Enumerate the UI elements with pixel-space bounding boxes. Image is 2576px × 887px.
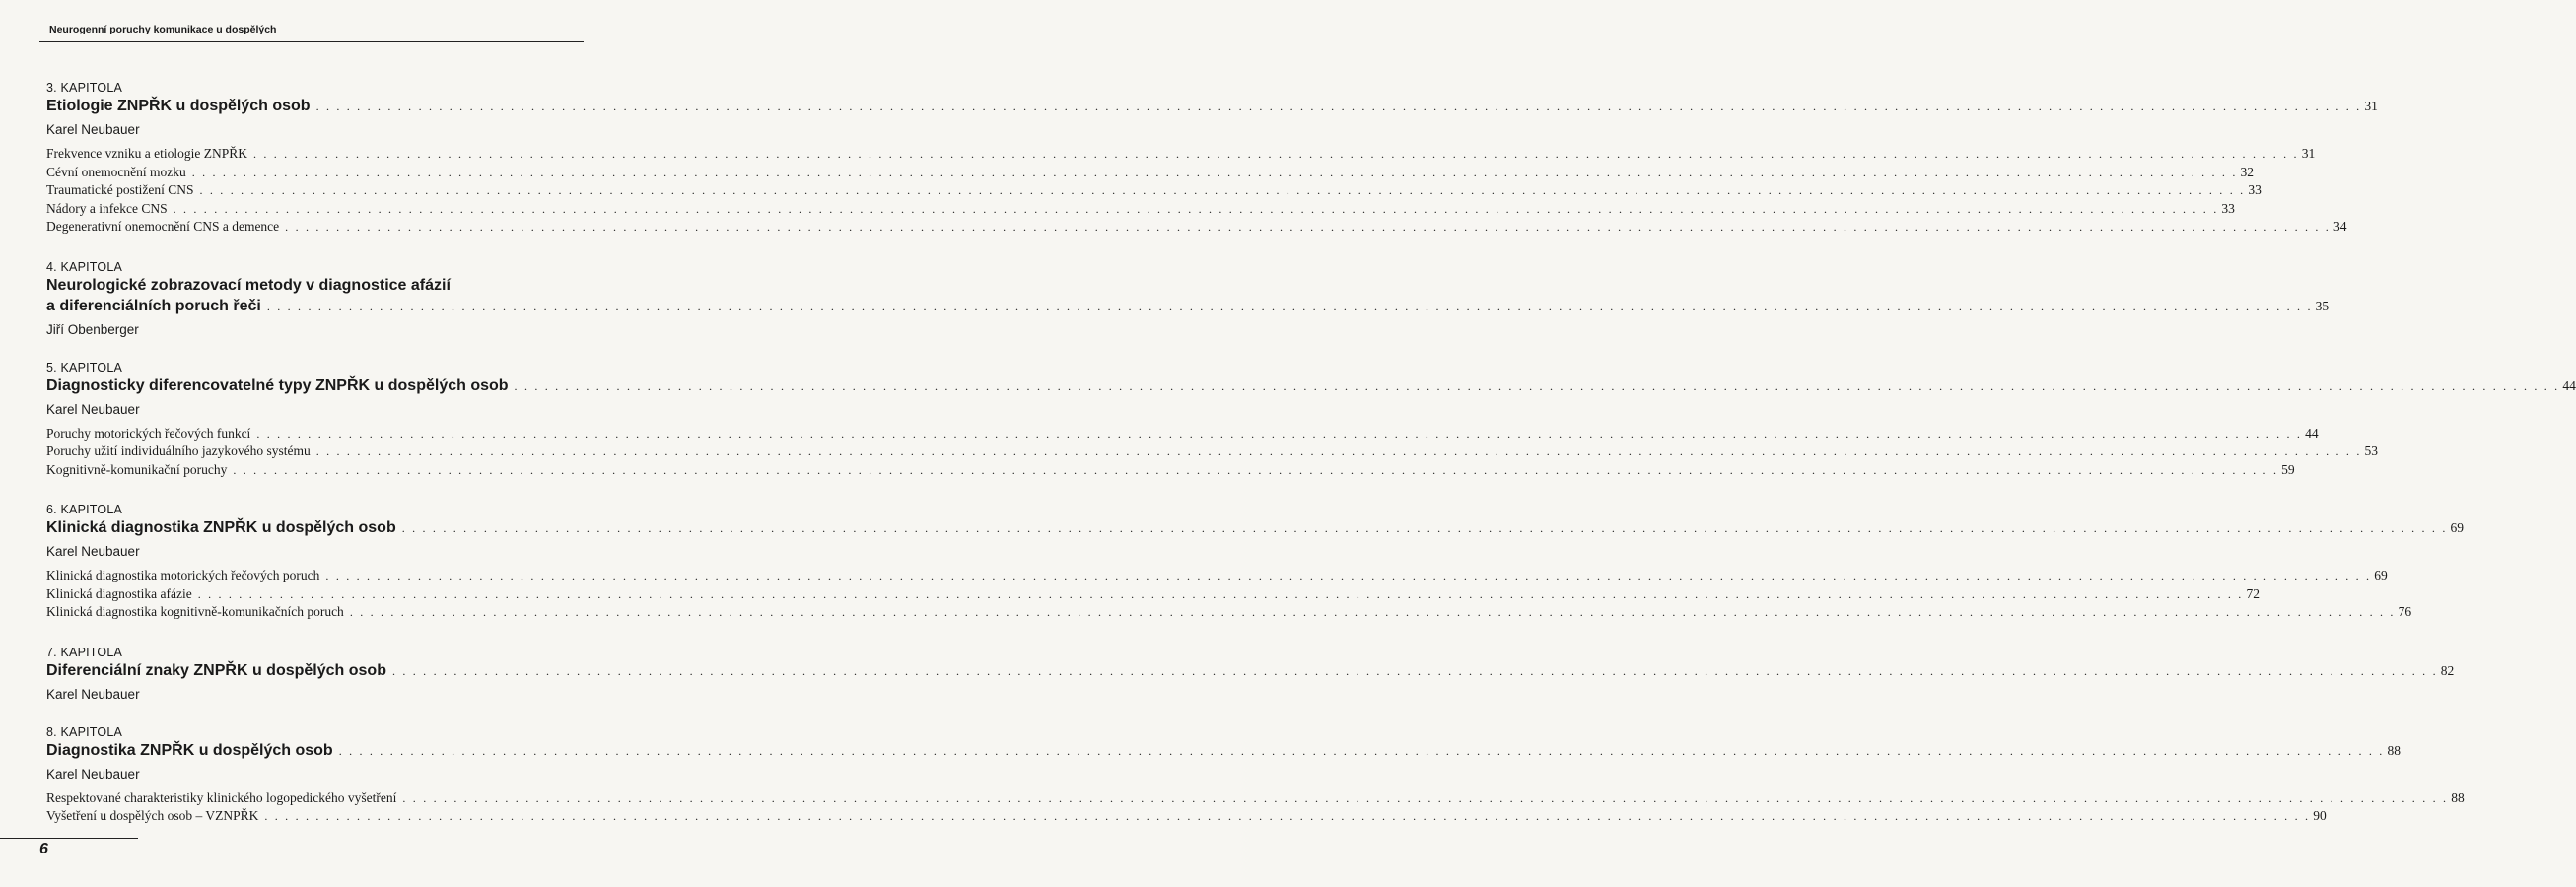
chapter-label: 8. KAPITOLA: [46, 724, 123, 739]
dot-leader: . . . . . . . . . . . . . . . . . . . . . . . . . . . . . . . . . . . . . . . . . . . . . . . . . . . . . . . . . . . . . . . . . . . . . . . . . . . . . . . . . . . . . . . . . . . . . . . . . . . . . . . . . . . . . . . . . . . . . . . . . . . . . . . . . . . . . . . . . . . . . . . . . . . . . . . . . . . . . . . . . . . . . . . . . . . . . . . . . . . . . . . . . . . . . . . . . . . . . . . .: [199, 183, 2246, 197]
dot-leader: . . . . . . . . . . . . . . . . . . . . . . . . . . . . . . . . . . . . . . . . . . . . . . . . . . . . . . . . . . . . . . . . . . . . . . . . . . . . . . . . . . . . . . . . . . . . . . . . . . . . . . . . . . . . . . . . . . . . . . . . . . . . . . . . . . . . . . . . . . . . . . . . . . . . . . . . . . . . . . . . . . . . . . . . . . . . . . . . . . . . . . . . . . . . . . . . . . . . . . . .: [256, 426, 2303, 441]
dot-leader: . . . . . . . . . . . . . . . . . . . . . . . . . . . . . . . . . . . . . . . . . . . . . . . . . . . . . . . . . . . . . . . . . . . . . . . . . . . . . . . . . . . . . . . . . . . . . . . . . . . . . . . . . . . . . . . . . . . . . . . . . . . . . . . . . . . . . . . . . . . . . . . . . . . . . . . . . . . . . . . . . . . . . . . . . . . . . . . . . . . . . . . . . . . . . . . . . . . . . . . .: [191, 165, 2238, 179]
chapter-title-line: Diferenciální znaky ZNPŘK u dospělých osob: [46, 661, 386, 679]
chapter-section: [46, 81, 2378, 237]
toc-entry-page: 31: [2301, 146, 2316, 161]
chapter-page-number: 88: [2387, 742, 2402, 758]
dot-leader: . . . . . . . . . . . . . . . . . . . . . . . . . . . . . . . . . . . . . . . . . . . . . . . . . . . . . . . . . . . . . . . . . . . . . . . . . . . . . . . . . . . . . . . . . . . . . . . . . . . . . . . . . . . . . . . . . . . . . . . . . . . . . . . . . . . . . . . . . . . . . . . . . . . . . . . . . . . . . . . . . . . . . . . . . . . . . . . . . . . . . . . . . . . . . . . . . . . . . . . .: [285, 220, 2331, 234]
chapter-author: Karel Neubauer: [46, 686, 140, 702]
chapter-title: [46, 517, 2465, 539]
toc-entry: [46, 164, 2255, 182]
toc-entry-page: 34: [2332, 219, 2347, 234]
toc-entry-page: 33: [2221, 200, 2235, 216]
toc-entry-title: Poruchy motorických řečových funkcí: [46, 425, 251, 441]
toc-entry: [46, 200, 2235, 219]
chapter-author: Karel Neubauer: [46, 122, 140, 137]
toc-entry-page: 76: [2398, 604, 2412, 619]
toc-entry-page: 32: [2240, 164, 2255, 179]
toc-entry: [46, 425, 2319, 444]
toc-entry: [46, 181, 2262, 200]
dot-leader: . . . . . . . . . . . . . . . . . . . . . . . . . . . . . . . . . . . . . . . . . . . . . . . . . . . . . . . . . . . . . . . . . . . . . . . . . . . . . . . . . . . . . . . . . . . . . . . . . . . . . . . . . . . . . . . . . . . . . . . . . . . . . . . . . . . . . . . . . . . . . . . . . . . . . . . . . . . . . . . . . . . . . . . . . . . . . . . . . . . . . . . . . . . . . . . . . . . . . . . .: [233, 462, 2279, 477]
chapter-author: Jiří Obenberger: [46, 321, 139, 337]
chapter-title-line: Klinická diagnostika ZNPŘK u dospělých osob: [46, 519, 396, 536]
chapter-author: Karel Neubauer: [46, 401, 140, 417]
chapter-title-line: Etiologie ZNPŘK u dospělých osob: [46, 98, 311, 114]
chapter-title-line: Neurologické zobrazovací metody v diagnostice afázií: [46, 276, 451, 294]
toc-entry: [46, 789, 2465, 808]
chapter-page-number: 35: [2315, 298, 2330, 313]
dot-leader: . . . . . . . . . . . . . . . . . . . . . . . . . . . . . . . . . . . . . . . . . . . . . . . . . . . . . . . . . . . . . . . . . . . . . . . . . . . . . . . . . . . . . . . . . . . . . . . . . . . . . . . . . . . . . . . . . . . . . . . . . . . . . . . . . . . . . . . . . . . . . . . . . . . . . . . . . . . . . . . . . . . . . . . . . . . . . . . . . . . . . . . . . . . . . . . . . . . . . . . .: [315, 444, 2362, 458]
toc-entry: [46, 585, 2261, 604]
toc-entry-page: 33: [2248, 182, 2262, 197]
toc-entry-title: Respektované charakteristiky klinického logopedického vyšetření: [46, 789, 397, 805]
dot-leader: . . . . . . . . . . . . . . . . . . . . . . . . . . . . . . . . . . . . . . . . . . . . . . . . . . . . . . . . . . . . . . . . . . . . . . . . . . . . . . . . . . . . . . . . . . . . . . . . . . . . . . . . . . . . . . . . . . . . . . . . . . . . . . . . . . . . . . . . . . . . . . . . . . . . . . . . . . . . . . . . . . . . . . . . . . . . . . . . . . . . . . . . . . . . . . . . . . . . . . . .: [252, 147, 2299, 161]
toc-entry: [46, 443, 2379, 461]
dot-leader: . . . . . . . . . . . . . . . . . . . . . . . . . . . . . . . . . . . . . . . . . . . . . . . . . . . . . . . . . . . . . . . . . . . . . . . . . . . . . . . . . . . . . . . . . . . . . . . . . . . . . . . . . . . . . . . . . . . . . . . . . . . . . . . . . . . . . . . . . . . . . . . . . . . . . . . . . . . . . . . . . . . . . . . . . . . . . . . . . . . . . . . . . . . . . . . . . . . . . . . .: [325, 569, 2372, 582]
chapter-author: Karel Neubauer: [46, 544, 140, 559]
toc-entry-title: Vyšetření u dospělých osob – VZNPŘK: [46, 808, 259, 823]
chapter-label: 6. KAPITOLA: [46, 503, 123, 516]
footer-rule: [0, 838, 138, 839]
dot-leader: . . . . . . . . . . . . . . . . . . . . . . . . . . . . . . . . . . . . . . . . . . . . . . . . . . . . . . . . . . . . . . . . . . . . . . . . . . . . . . . . . . . . . . . . . . . . . . . . . . . . . . . . . . . . . . . . . . . . . . . . . . . . . . . . . . . . . . . . . . . . . . . . . . . . . . . . . . . . . . . . . . . . . . . . . . . . . . . . . . . . . . . . . . . . . . . . . . . . . . . .: [349, 605, 2396, 619]
toc-entry-page: 59: [2281, 461, 2295, 477]
chapter-label: 5. KAPITOLA: [46, 360, 123, 375]
table-of-contents: [46, 81, 2576, 850]
chapter-title: [46, 275, 2330, 317]
chapter-title: [46, 96, 2378, 117]
chapter-author: Karel Neubauer: [46, 766, 140, 782]
chapter-page-number: 82: [2440, 662, 2455, 678]
chapter-title: [46, 375, 2576, 397]
toc-entry-title: Degenerativní onemocnění CNS a demence: [46, 219, 280, 234]
dot-leader: . . . . . . . . . . . . . . . . . . . . . . . . . . . . . . . . . . . . . . . . . . . . . . . . . . . . . . . . . . . . . . . . . . . . . . . . . . . . . . . . . . . . . . . . . . . . . . . . . . . . . . . . . . . . . . . . . . . . . . . . . . . . . . . . . . . . . . . . . . . . . . . . . . . . . . . . . . . . . . . . . . . . . . . . . . . . . . . . . . . . . . . . . . . . . . . . . . . . . . . .: [402, 790, 2449, 805]
toc-entry-page: 44: [2305, 425, 2319, 441]
dot-leader: . . . . . . . . . . . . . . . . . . . . . . . . . . . . . . . . . . . . . . . . . . . . . . . . . . . . . . . . . . . . . . . . . . . . . . . . . . . . . . . . . . . . . . . . . . . . . . . . . . . . . . . . . . . . . . . . . . . . . . . . . . . . . . . . . . . . . . . . . . . . . . . . . . . . . . . . . . . . . . . . . . . . . . . . . . . . . . . . . . . . . . . . . . . . . . . . . . . . . . . .: [173, 201, 2219, 216]
toc-entry-title: Klinická diagnostika kognitivně-komunikačních poruch: [46, 604, 344, 619]
dot-leader: . . . . . . . . . . . . . . . . . . . . . . . . . . . . . . . . . . . . . . . . . . . . . . . . . . . . . . . . . . . . . . . . . . . . . . . . . . . . . . . . . . . . . . . . . . . . . . . . . . . . . . . . . . . . . . . . . . . . . . . . . . . . . . . . . . . . . . . . . . . . . . . . . . . . . . . . . . . . . . . . . . . . . . . . . . . . . . . . . . . . . . . . . . . . . . . . . . . . . . . .: [266, 299, 2313, 313]
chapter-label: 4. KAPITOLA: [46, 259, 123, 274]
chapter-page-number: 44: [2562, 377, 2576, 393]
toc-entry-page: 53: [2364, 444, 2379, 458]
chapter-section: [46, 360, 2576, 480]
toc-entry-page: 88: [2451, 789, 2465, 805]
page-number: 6: [39, 841, 48, 857]
toc-entry: [46, 603, 2412, 622]
chapter-title-line: a diferenciálních poruch řeči: [46, 297, 261, 314]
chapter-page-number: 31: [2364, 99, 2378, 113]
toc-entry-title: Poruchy užití individuálního jazykového systému: [46, 444, 311, 458]
toc-entry: [46, 145, 2316, 164]
chapter-title: [46, 740, 2402, 762]
dot-leader: . . . . . . . . . . . . . . . . . . . . . . . . . . . . . . . . . . . . . . . . . . . . . . . . . . . . . . . . . . . . . . . . . . . . . . . . . . . . . . . . . . . . . . . . . . . . . . . . . . . . . . . . . . . . . . . . . . . . . . . . . . . . . . . . . . . . . . . . . . . . . . . . . . . . . . . . . . . . . . . . . . . . . . . . . . . . . . . . . . . . . . . . . . . . . . . . . . . . . . . .: [197, 586, 2244, 601]
toc-entry-page: 90: [2313, 808, 2327, 823]
chapter-section: [46, 724, 2465, 826]
dot-leader: . . . . . . . . . . . . . . . . . . . . . . . . . . . . . . . . . . . . . . . . . . . . . . . . . . . . . . . . . . . . . . . . . . . . . . . . . . . . . . . . . . . . . . . . . . . . . . . . . . . . . . . . . . . . . . . . . . . . . . . . . . . . . . . . . . . . . . . . . . . . . . . . . . . . . . . . . . . . . . . . . . . . . . . . . . . . . . . . . . . . . . . . . . . . . . . . . . . . . . . .: [401, 521, 2448, 535]
toc-entry-title: Cévní onemocnění mozku: [46, 164, 186, 179]
chapter-title: [46, 660, 2455, 682]
chapter-label: 3. KAPITOLA: [46, 81, 123, 95]
toc-entry-page: 72: [2246, 585, 2261, 601]
toc-entry: [46, 807, 2327, 826]
toc-entry-title: Nádory a infekce CNS: [46, 200, 168, 216]
toc-entry: [46, 567, 2388, 585]
toc-entry-title: Klinická diagnostika motorických řečových poruch: [46, 568, 320, 582]
chapter-section: [46, 645, 2455, 702]
toc-entry: [46, 218, 2347, 237]
dot-leader: . . . . . . . . . . . . . . . . . . . . . . . . . . . . . . . . . . . . . . . . . . . . . . . . . . . . . . . . . . . . . . . . . . . . . . . . . . . . . . . . . . . . . . . . . . . . . . . . . . . . . . . . . . . . . . . . . . . . . . . . . . . . . . . . . . . . . . . . . . . . . . . . . . . . . . . . . . . . . . . . . . . . . . . . . . . . . . . . . . . . . . . . . . . . . . . . . . . . . . . .: [514, 378, 2560, 393]
header-rule: [39, 41, 584, 42]
toc-entry-page: 69: [2374, 568, 2388, 582]
toc-entry: [46, 461, 2295, 480]
dot-leader: . . . . . . . . . . . . . . . . . . . . . . . . . . . . . . . . . . . . . . . . . . . . . . . . . . . . . . . . . . . . . . . . . . . . . . . . . . . . . . . . . . . . . . . . . . . . . . . . . . . . . . . . . . . . . . . . . . . . . . . . . . . . . . . . . . . . . . . . . . . . . . . . . . . . . . . . . . . . . . . . . . . . . . . . . . . . . . . . . . . . . . . . . . . . . . . . . . . . . . . .: [315, 100, 2362, 113]
chapter-label: 7. KAPITOLA: [46, 645, 123, 659]
chapter-title-line: Diagnosticky diferencovatelné typy ZNPŘK u dospělých osob: [46, 376, 509, 394]
dot-leader: . . . . . . . . . . . . . . . . . . . . . . . . . . . . . . . . . . . . . . . . . . . . . . . . . . . . . . . . . . . . . . . . . . . . . . . . . . . . . . . . . . . . . . . . . . . . . . . . . . . . . . . . . . . . . . . . . . . . . . . . . . . . . . . . . . . . . . . . . . . . . . . . . . . . . . . . . . . . . . . . . . . . . . . . . . . . . . . . . . . . . . . . . . . . . . . . . . . . . . . .: [264, 809, 2311, 823]
chapter-title-line: Diagnostika ZNPŘK u dospělých osob: [46, 741, 333, 759]
chapter-section: [46, 503, 2465, 622]
chapter-section: [46, 259, 2330, 337]
toc-entry-title: Traumatické postižení CNS: [46, 182, 194, 197]
chapter-page-number: 69: [2450, 520, 2465, 535]
dot-leader: . . . . . . . . . . . . . . . . . . . . . . . . . . . . . . . . . . . . . . . . . . . . . . . . . . . . . . . . . . . . . . . . . . . . . . . . . . . . . . . . . . . . . . . . . . . . . . . . . . . . . . . . . . . . . . . . . . . . . . . . . . . . . . . . . . . . . . . . . . . . . . . . . . . . . . . . . . . . . . . . . . . . . . . . . . . . . . . . . . . . . . . . . . . . . . . . . . . . . . . .: [338, 743, 2385, 758]
running-header-title: Neurogenní poruchy komunikace u dospělých: [49, 24, 277, 35]
dot-leader: . . . . . . . . . . . . . . . . . . . . . . . . . . . . . . . . . . . . . . . . . . . . . . . . . . . . . . . . . . . . . . . . . . . . . . . . . . . . . . . . . . . . . . . . . . . . . . . . . . . . . . . . . . . . . . . . . . . . . . . . . . . . . . . . . . . . . . . . . . . . . . . . . . . . . . . . . . . . . . . . . . . . . . . . . . . . . . . . . . . . . . . . . . . . . . . . . . . . . . . .: [391, 663, 2438, 678]
toc-entry-title: Frekvence vzniku a etiologie ZNPŘK: [46, 146, 247, 161]
toc-entry-title: Klinická diagnostika afázie: [46, 585, 192, 601]
toc-entry-title: Kognitivně-komunikační poruchy: [46, 461, 228, 477]
